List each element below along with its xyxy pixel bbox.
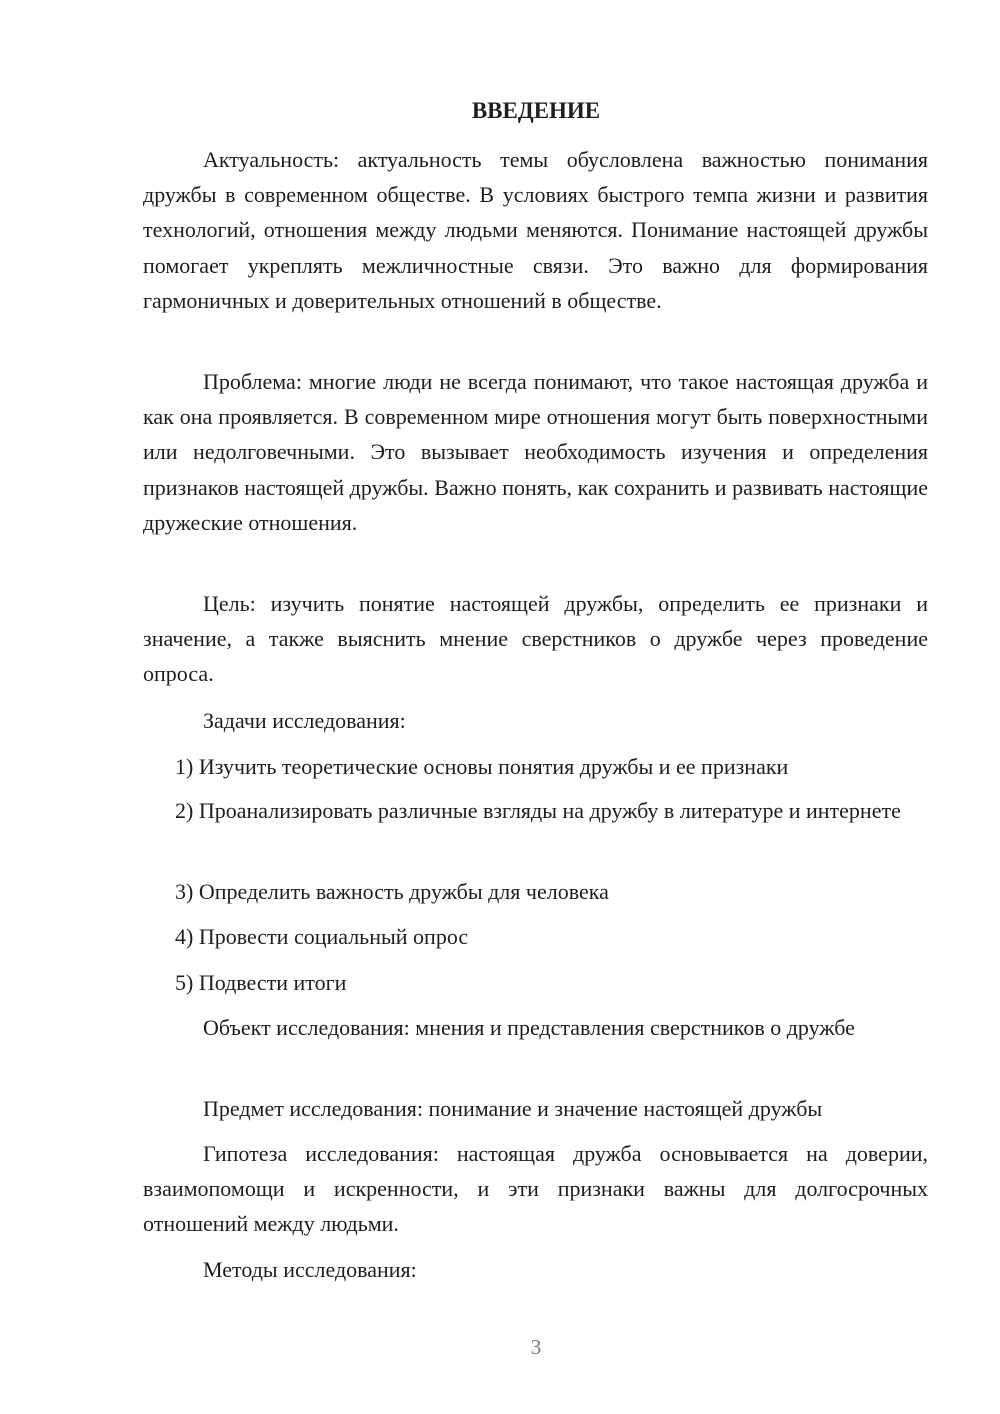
goal-paragraph: Цель: изучить понятие настоящей дружбы, определить ее признаки и значение, а также выяснить мнение сверстников о дружбе через проведение опроса.	[143, 591, 928, 687]
methods-paragraph: Методы исследования:	[203, 1257, 417, 1282]
hypothesis-paragraph: Гипотеза исследования: настоящая дружба основывается на доверии, взаимопомощи и искренности, и эти признаки важны для долгосрочных отношений между людьми.	[143, 1141, 928, 1237]
tasks-heading: Задачи исследования:	[203, 708, 406, 733]
task-item: 2) Проанализировать различные взгляды на дружбу в литературе и интернете	[175, 798, 901, 823]
task-item: 3) Определить важность дружбы для человека	[175, 879, 609, 904]
task-item: 5) Подвести итоги	[175, 970, 347, 995]
task-item: 4) Провести социальный опрос	[175, 924, 469, 949]
subject-paragraph: Предмет исследования: понимание и значение настоящей дружбы	[203, 1096, 823, 1121]
section-title: ВВЕДЕНИЕ	[471, 98, 601, 123]
task-item: 1) Изучить теоретические основы понятия дружбы и ее признаки	[175, 754, 789, 779]
object-paragraph: Объект исследования: мнения и представления сверстников о дружбе	[203, 1015, 855, 1040]
relevance-paragraph: Актуальность: актуальность темы обусловлена важностью понимания дружбы в современном обществе. В условиях быстрого темпа жизни и развития технологий, отношения между людьми меняются. Понимание настоящей дружбы помогает укреплять межличностные связи. Это важно для формирования гармоничных и доверительных отношений в обществе.	[143, 147, 928, 313]
problem-paragraph: Проблема: многие люди не всегда понимают, что такое настоящая дружба и как она проявляется. В современном мире отношения могут быть поверхностными или недолговечными. Это вызывает необходимость изучения и определения признаков настоящей дружбы. Важно понять, как сохранить и развивать настоящие дружеские отношения.	[143, 369, 928, 535]
page-number: 3	[530, 1335, 542, 1359]
